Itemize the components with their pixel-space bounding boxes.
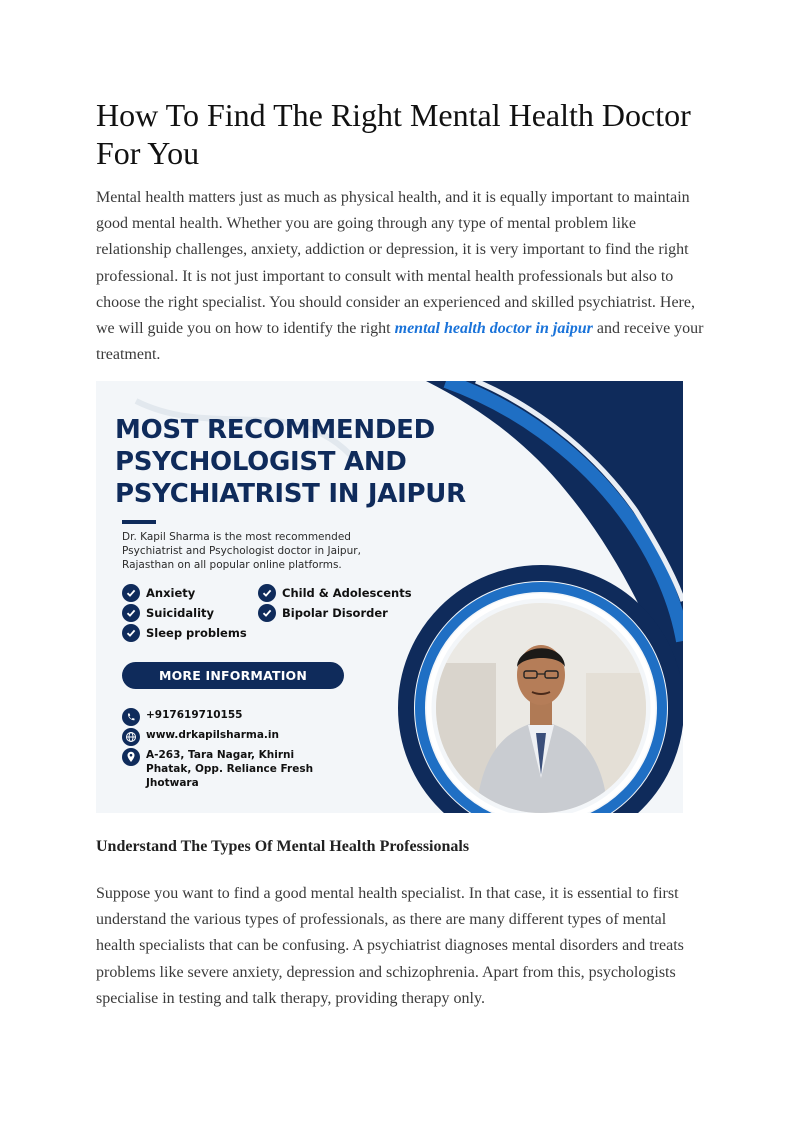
check-icon [258,604,276,622]
address-text: A-263, Tara Nagar, Khirni Phatak, Opp. Reliance Fresh Jhotwara [146,749,314,789]
banner-headline-line-2: PSYCHOLOGIST AND [115,447,407,477]
intro-paragraph [96,185,708,368]
doctor-portrait [436,603,646,813]
more-information-button: MORE INFORMATION [122,662,344,689]
phone-number: +917619710155 [146,709,243,721]
banner-headline-line-1: MOST RECOMMENDED [115,415,435,445]
section-paragraph: Suppose you want to find a good mental health specialist. In that case, it is essential to first understand the various types of professionals, as there are many different types of mental health specialists that can be confusing. A psychiatrist diagnoses mental disorders and treats problems like severe anxiety, depression and schizophrenia. Apart from this, psychologists specialise in testing and talk therapy, providing therapy only. [96,885,684,1007]
contact-website [122,728,279,746]
intro-text-after-link: and receive your treatment. [96,320,704,364]
check-icon [258,584,276,602]
banner-divider [122,520,156,524]
website-url: www.drkapilsharma.in [146,729,279,741]
condition-label: Child & Adolescents [282,586,412,600]
banner-headline-line-3: PSYCHIATRIST IN JAIPUR [115,479,466,509]
condition-anxiety [122,584,195,602]
condition-label: Suicidality [146,606,215,620]
check-icon [122,624,140,642]
banner-description: Dr. Kapil Sharma is the most recommended Psychiatrist and Psychologist doctor in Jaipur, Rajasthan on all popular online platforms. [122,531,361,571]
promo-banner-image [96,381,683,813]
condition-child-adolescents [258,584,412,602]
condition-bipolar-disorder [258,604,388,622]
phone-icon [122,708,140,726]
banner-headline [115,414,466,510]
condition-label: Sleep problems [146,626,247,640]
mental-health-doctor-link[interactable]: mental health doctor in jaipur [394,320,593,338]
contact-phone [122,708,242,726]
location-pin-icon [122,748,140,766]
condition-sleep-problems [122,624,247,642]
condition-label: Anxiety [146,586,196,600]
contact-address [122,748,322,790]
condition-label: Bipolar Disorder [282,606,388,620]
check-icon [122,604,140,622]
condition-suicidality [122,604,214,622]
page-title: How To Find The Right Mental Health Doctor For You [96,97,691,171]
check-icon [122,584,140,602]
intro-text-before-link: Mental health matters just as much as physical health, and it is equally important to maintain good mental health. Whether you are going through any type of mental problem like relationship challenges, anxiety, addiction or depression, it is very important to find the right professional. It is not just important to consult with mental health professionals but also to choose the right specialist. You should consider an experienced and skilled psychiatrist. Here, we will guide you on how to identify the right [96,189,695,338]
doctor-photo [436,603,646,813]
globe-icon [122,728,140,746]
section-heading: Understand The Types Of Mental Health Professionals [96,838,470,855]
